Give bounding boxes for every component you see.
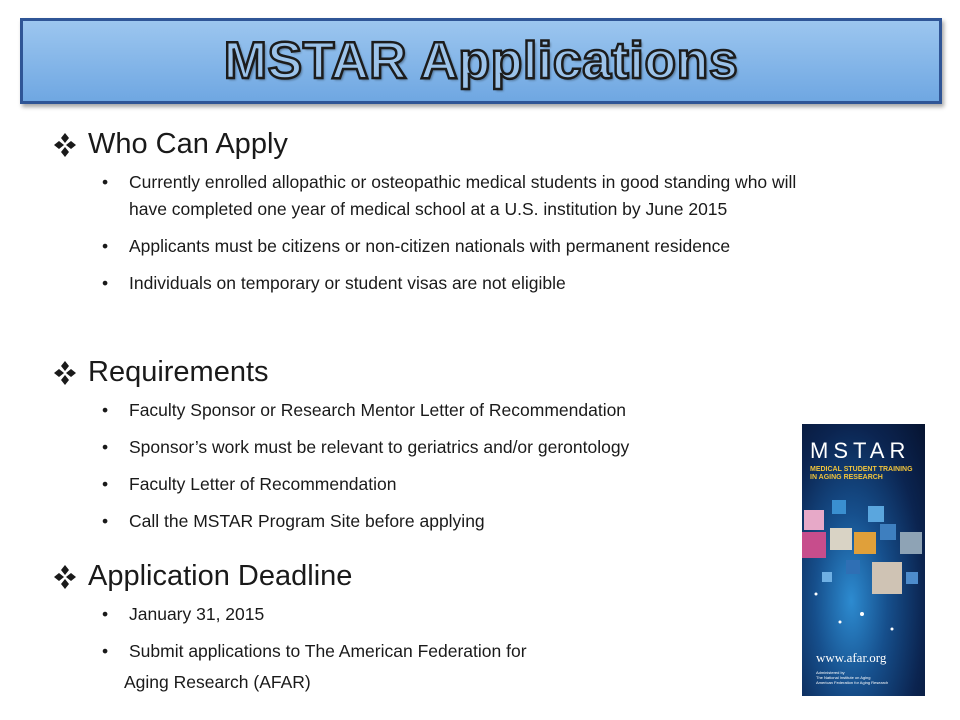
list-item: • Submit applications to The American Federation for — [102, 641, 527, 661]
brochure-subtitle: MEDICAL STUDENT TRAINING IN AGING RESEARCH — [810, 466, 913, 481]
title-banner — [20, 18, 942, 104]
section-requirements — [52, 356, 832, 545]
list-item: • Faculty Sponsor or Research Mentor Letter of Recommendation — [102, 400, 627, 420]
list-item: • Sponsor’s work must be relevant to geriatrics and/or gerontology — [102, 437, 630, 457]
mstar-brochure-image — [802, 424, 925, 696]
list-item-continuation: Aging Research (AFAR) — [124, 672, 311, 692]
diamond-bullet-icon — [52, 565, 78, 589]
section-heading — [52, 560, 832, 593]
list-item: • Individuals on temporary or student visas are not eligible — [102, 273, 566, 293]
section-who-can-apply — [52, 128, 832, 307]
bullet-list — [52, 601, 832, 665]
diamond-bullet-icon — [52, 133, 78, 157]
heading-text: Requirements — [88, 356, 269, 388]
heading-text: Who Can Apply — [88, 128, 288, 160]
slide-title: MSTAR Applications — [223, 32, 739, 90]
brochure-fine-print: Administered by The National Institute on Aging American Federation for Aging Research — [816, 670, 889, 685]
list-item: • January 31, 2015 — [102, 604, 265, 624]
list-item: • Applicants must be citizens or non-citizen nationals with permanent residence — [102, 236, 731, 256]
bullet-list — [52, 169, 832, 297]
section-heading — [52, 128, 832, 161]
list-item: • Currently enrolled allopathic or osteopathic medical students in good standing who will have completed one year of medical school at a U.S. institution by June 2015 — [102, 172, 797, 219]
section-heading — [52, 356, 832, 389]
brochure-logo: MSTAR — [810, 438, 911, 463]
diamond-bullet-icon — [52, 361, 78, 385]
list-item: • Faculty Letter of Recommendation — [102, 474, 397, 494]
section-application-deadline — [52, 560, 832, 696]
brochure-url: www.afar.org — [816, 650, 887, 665]
list-item: • Call the MSTAR Program Site before applying — [102, 511, 485, 531]
heading-text: Application Deadline — [88, 560, 353, 592]
bullet-list — [52, 397, 832, 535]
